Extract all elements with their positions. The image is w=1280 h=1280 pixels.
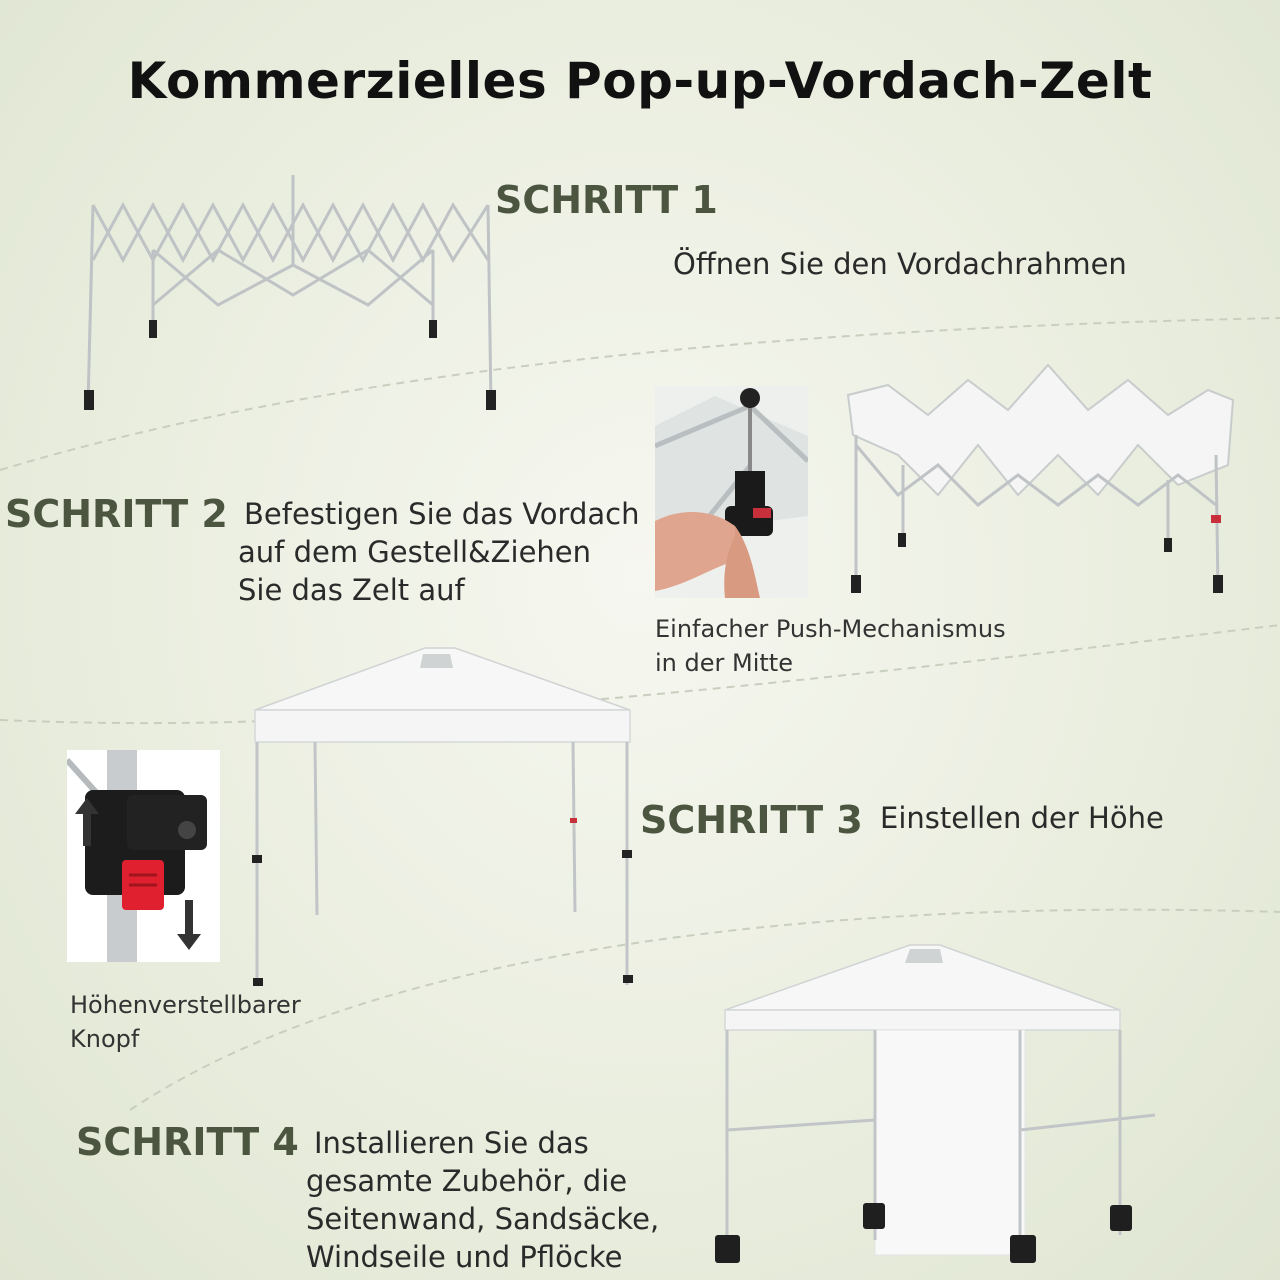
- open-frame-illustration: [78, 165, 498, 420]
- height-knob-photo: [67, 750, 220, 962]
- step-4-line-1: Installieren Sie das: [314, 1126, 589, 1160]
- knob-caption-line-2: Knopf: [70, 1025, 140, 1053]
- push-mechanism-photo: [655, 386, 808, 598]
- step-4-line-4: Windseile und Pflöcke: [306, 1240, 623, 1274]
- up-arrow-icon: [75, 798, 99, 846]
- step-4-label: SCHRITT 4: [76, 1120, 299, 1164]
- push-caption-line-1: Einfacher Push-Mechanismus: [655, 615, 1006, 643]
- step-2-description: [238, 495, 639, 609]
- step-3-label: SCHRITT 3: [640, 798, 863, 842]
- down-arrow-icon: [177, 900, 201, 950]
- step-2-label: SCHRITT 2: [5, 492, 228, 536]
- step-1-description: Öffnen Sie den Vordachrahmen: [673, 247, 1127, 281]
- page-title: Kommerzielles Pop-up-Vordach-Zelt: [127, 52, 1153, 110]
- step-2-line-3: Sie das Zelt auf: [238, 573, 465, 607]
- step-2-line-2: auf dem Gestell&Ziehen: [238, 535, 592, 569]
- accessories-tent-illustration: [715, 935, 1155, 1265]
- step-3-description: Einstellen der Höhe: [880, 801, 1164, 835]
- push-mechanism-caption: [655, 612, 1006, 680]
- step-1-label: SCHRITT 1: [495, 178, 718, 222]
- height-tent-illustration: [245, 640, 640, 990]
- knob-caption-line-1: Höhenverstellbarer: [70, 991, 301, 1019]
- step-2-line-1: Befestigen Sie das Vordach: [244, 497, 640, 531]
- height-knob-caption: [70, 988, 301, 1056]
- step-4-line-3: Seitenwand, Sandsäcke,: [306, 1202, 660, 1236]
- canopy-on-frame-illustration: [838, 355, 1238, 605]
- push-caption-line-2: in der Mitte: [655, 649, 793, 677]
- step-4-line-2: gesamte Zubehör, die: [306, 1164, 628, 1198]
- step-4-description: [306, 1124, 659, 1276]
